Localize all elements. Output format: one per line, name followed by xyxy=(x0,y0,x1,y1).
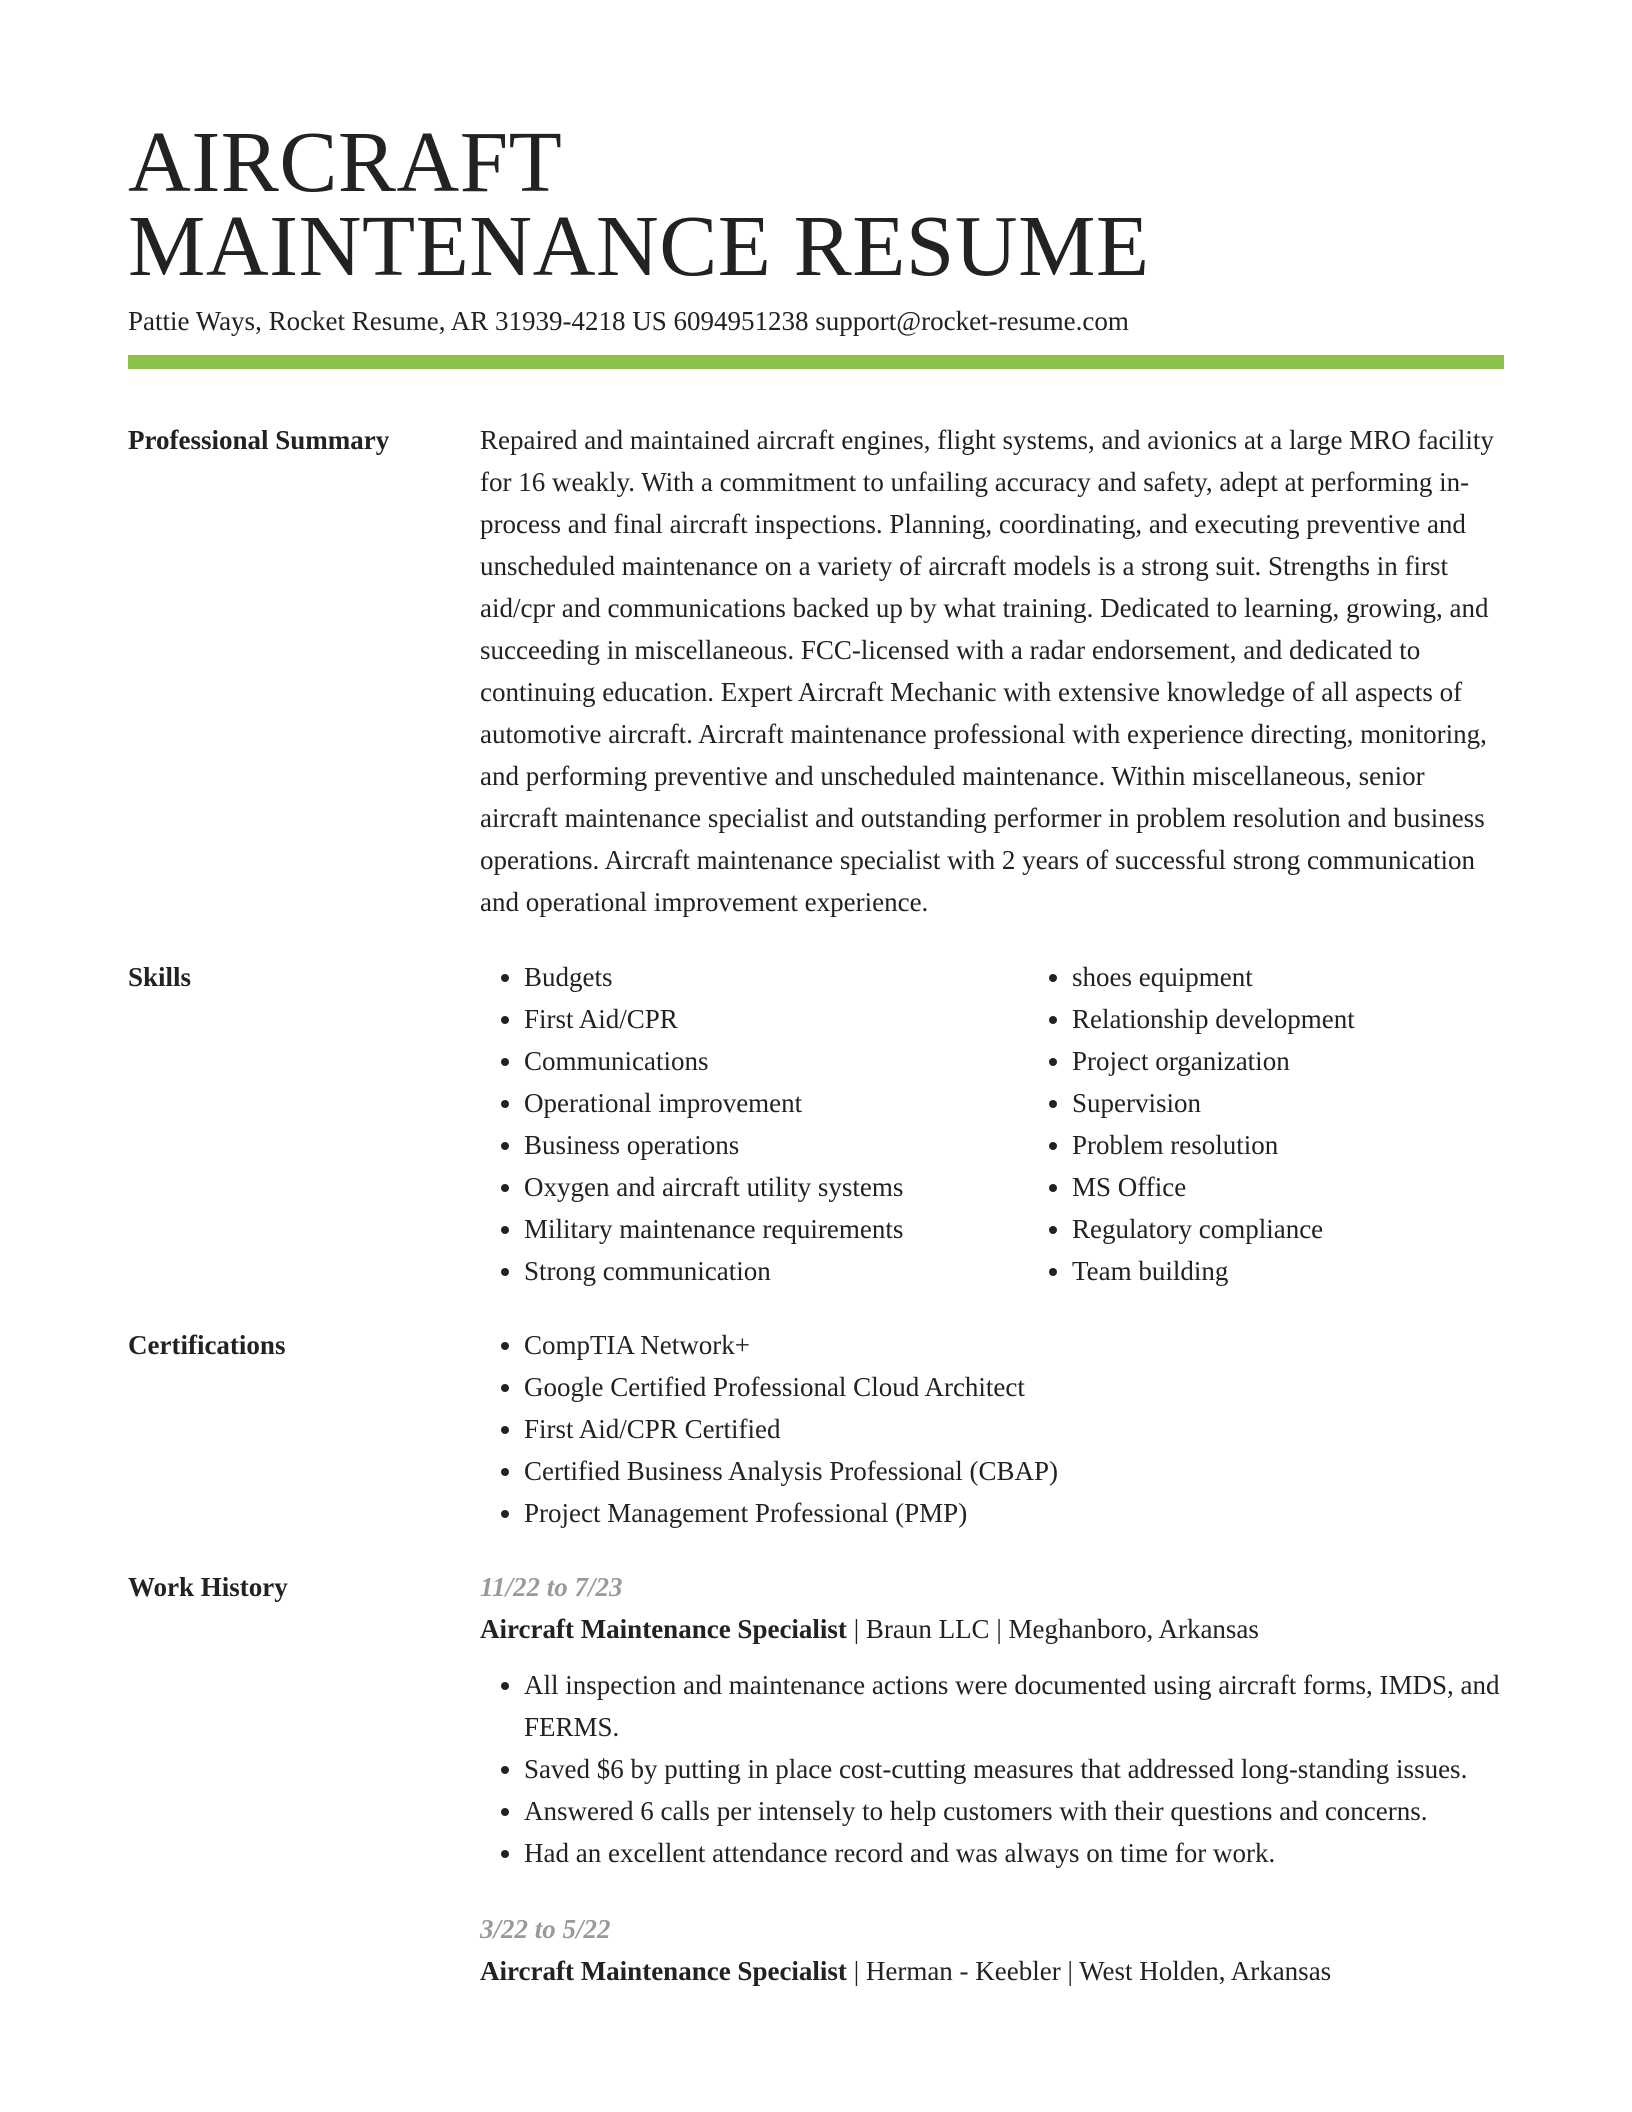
skill-item: • Regulatory compliance xyxy=(1072,1208,1576,1250)
certification-item: • Project Management Professional (PMP) xyxy=(524,1492,1504,1534)
resume-title xyxy=(128,113,1504,294)
job-dates: 11/22 to 7/23 xyxy=(480,1572,623,1602)
job-entry xyxy=(480,1566,1504,1874)
skill-item: • Project organization xyxy=(1072,1040,1576,1082)
certification-item: • Google Certified Professional Cloud Architect xyxy=(524,1366,1504,1408)
skill-item: • First Aid/CPR xyxy=(524,998,1028,1040)
skill-item: • Communications xyxy=(524,1040,1028,1082)
skill-item: • Team building xyxy=(1072,1250,1576,1292)
job-responsibilities xyxy=(480,1664,1504,1874)
job-heading xyxy=(480,1608,1504,1650)
job-dates: 3/22 to 5/22 xyxy=(480,1914,611,1944)
job-heading xyxy=(480,1950,1504,1992)
responsibility-item: • Answered 6 calls per intensely to help customers with their questions and concerns. xyxy=(524,1790,1504,1832)
responsibility-item: • Had an excellent attendance record and was always on time for work. xyxy=(524,1832,1504,1874)
title-line-2: MAINTENANCE RESUME xyxy=(128,197,1150,294)
skills-list-right xyxy=(1028,956,1576,1292)
contact-info: Pattie Ways, Rocket Resume, AR 31939-4218 US 6094951238 support@rocket-resume.com xyxy=(128,306,1129,336)
skill-item: • Strong communication xyxy=(524,1250,1028,1292)
certifications-list xyxy=(480,1324,1504,1534)
section-heading-work-history: Work History xyxy=(128,1572,288,1602)
skills-columns xyxy=(480,956,1576,1292)
summary-text: Repaired and maintained aircraft engines, flight systems, and avionics at a large MRO facility for 16 weakly. With a commitment to unfailing accuracy and safety, adept at performing in-process and final aircraft inspections. Planning, coordinating, and executing preventive and unscheduled maintenance on a variety of aircraft models is a strong suit. Strengths in first aid/cpr and communications backed up by what training. Dedicated to learning, growing, and succeeding in miscellaneous. FCC-licensed with a radar endorsement, and dedicated to continuing education. Expert Aircraft Mechanic with extensive knowledge of all aspects of automotive aircraft. Aircraft maintenance professional with experience directing, monitoring, and performing preventive and unscheduled maintenance. Within miscellaneous, senior aircraft maintenance specialist and outstanding performer in problem resolution and business operations. Aircraft maintenance specialist with 2 years of successful strong communication and operational improvement experience. xyxy=(480,425,1494,917)
skill-item: • Oxygen and aircraft utility systems xyxy=(524,1166,1028,1208)
certifications-section xyxy=(128,1324,1504,1534)
skill-item: • MS Office xyxy=(1072,1166,1576,1208)
summary-body xyxy=(480,419,1504,923)
skill-item: • Budgets xyxy=(524,956,1028,998)
skill-item: • shoes equipment xyxy=(1072,956,1576,998)
certification-item: • Certified Business Analysis Professional (CBAP) xyxy=(524,1450,1504,1492)
job-title: Aircraft Maintenance Specialist xyxy=(480,1956,847,1986)
resume-page xyxy=(128,113,1504,1992)
certifications-body xyxy=(480,1324,1504,1534)
job-title: Aircraft Maintenance Specialist xyxy=(480,1614,847,1644)
skill-item: • Business operations xyxy=(524,1124,1028,1166)
job-entry xyxy=(480,1908,1504,1992)
title-line-1: AIRCRAFT xyxy=(128,113,563,210)
section-heading-certifications: Certifications xyxy=(128,1330,286,1360)
skill-item: • Military maintenance requirements xyxy=(524,1208,1028,1250)
skills-list-left xyxy=(480,956,1028,1292)
accent-divider xyxy=(128,355,1504,369)
work-history-body xyxy=(480,1566,1504,1992)
section-heading-skills: Skills xyxy=(128,962,192,992)
skill-item: • Problem resolution xyxy=(1072,1124,1576,1166)
work-history-section xyxy=(128,1566,1504,1992)
skill-item: • Operational improvement xyxy=(524,1082,1028,1124)
responsibility-item: • Saved $6 by putting in place cost-cutting measures that addressed long-standing issues. xyxy=(524,1748,1504,1790)
section-heading-summary: Professional Summary xyxy=(128,425,390,455)
job-employer-location: | Braun LLC | Meghanboro, Arkansas xyxy=(846,1614,1259,1644)
skills-section xyxy=(128,956,1504,1292)
job-employer-location: | Herman - Keebler | West Holden, Arkansas xyxy=(846,1956,1332,1986)
skill-item: • Relationship development xyxy=(1072,998,1576,1040)
responsibility-item: • All inspection and maintenance actions were documented using aircraft forms, IMDS, and FERMS. xyxy=(524,1664,1504,1748)
certification-item: • CompTIA Network+ xyxy=(524,1324,1504,1366)
skill-item: • Supervision xyxy=(1072,1082,1576,1124)
certification-item: • First Aid/CPR Certified xyxy=(524,1408,1504,1450)
professional-summary-section xyxy=(128,419,1504,923)
resume-header xyxy=(128,113,1504,369)
